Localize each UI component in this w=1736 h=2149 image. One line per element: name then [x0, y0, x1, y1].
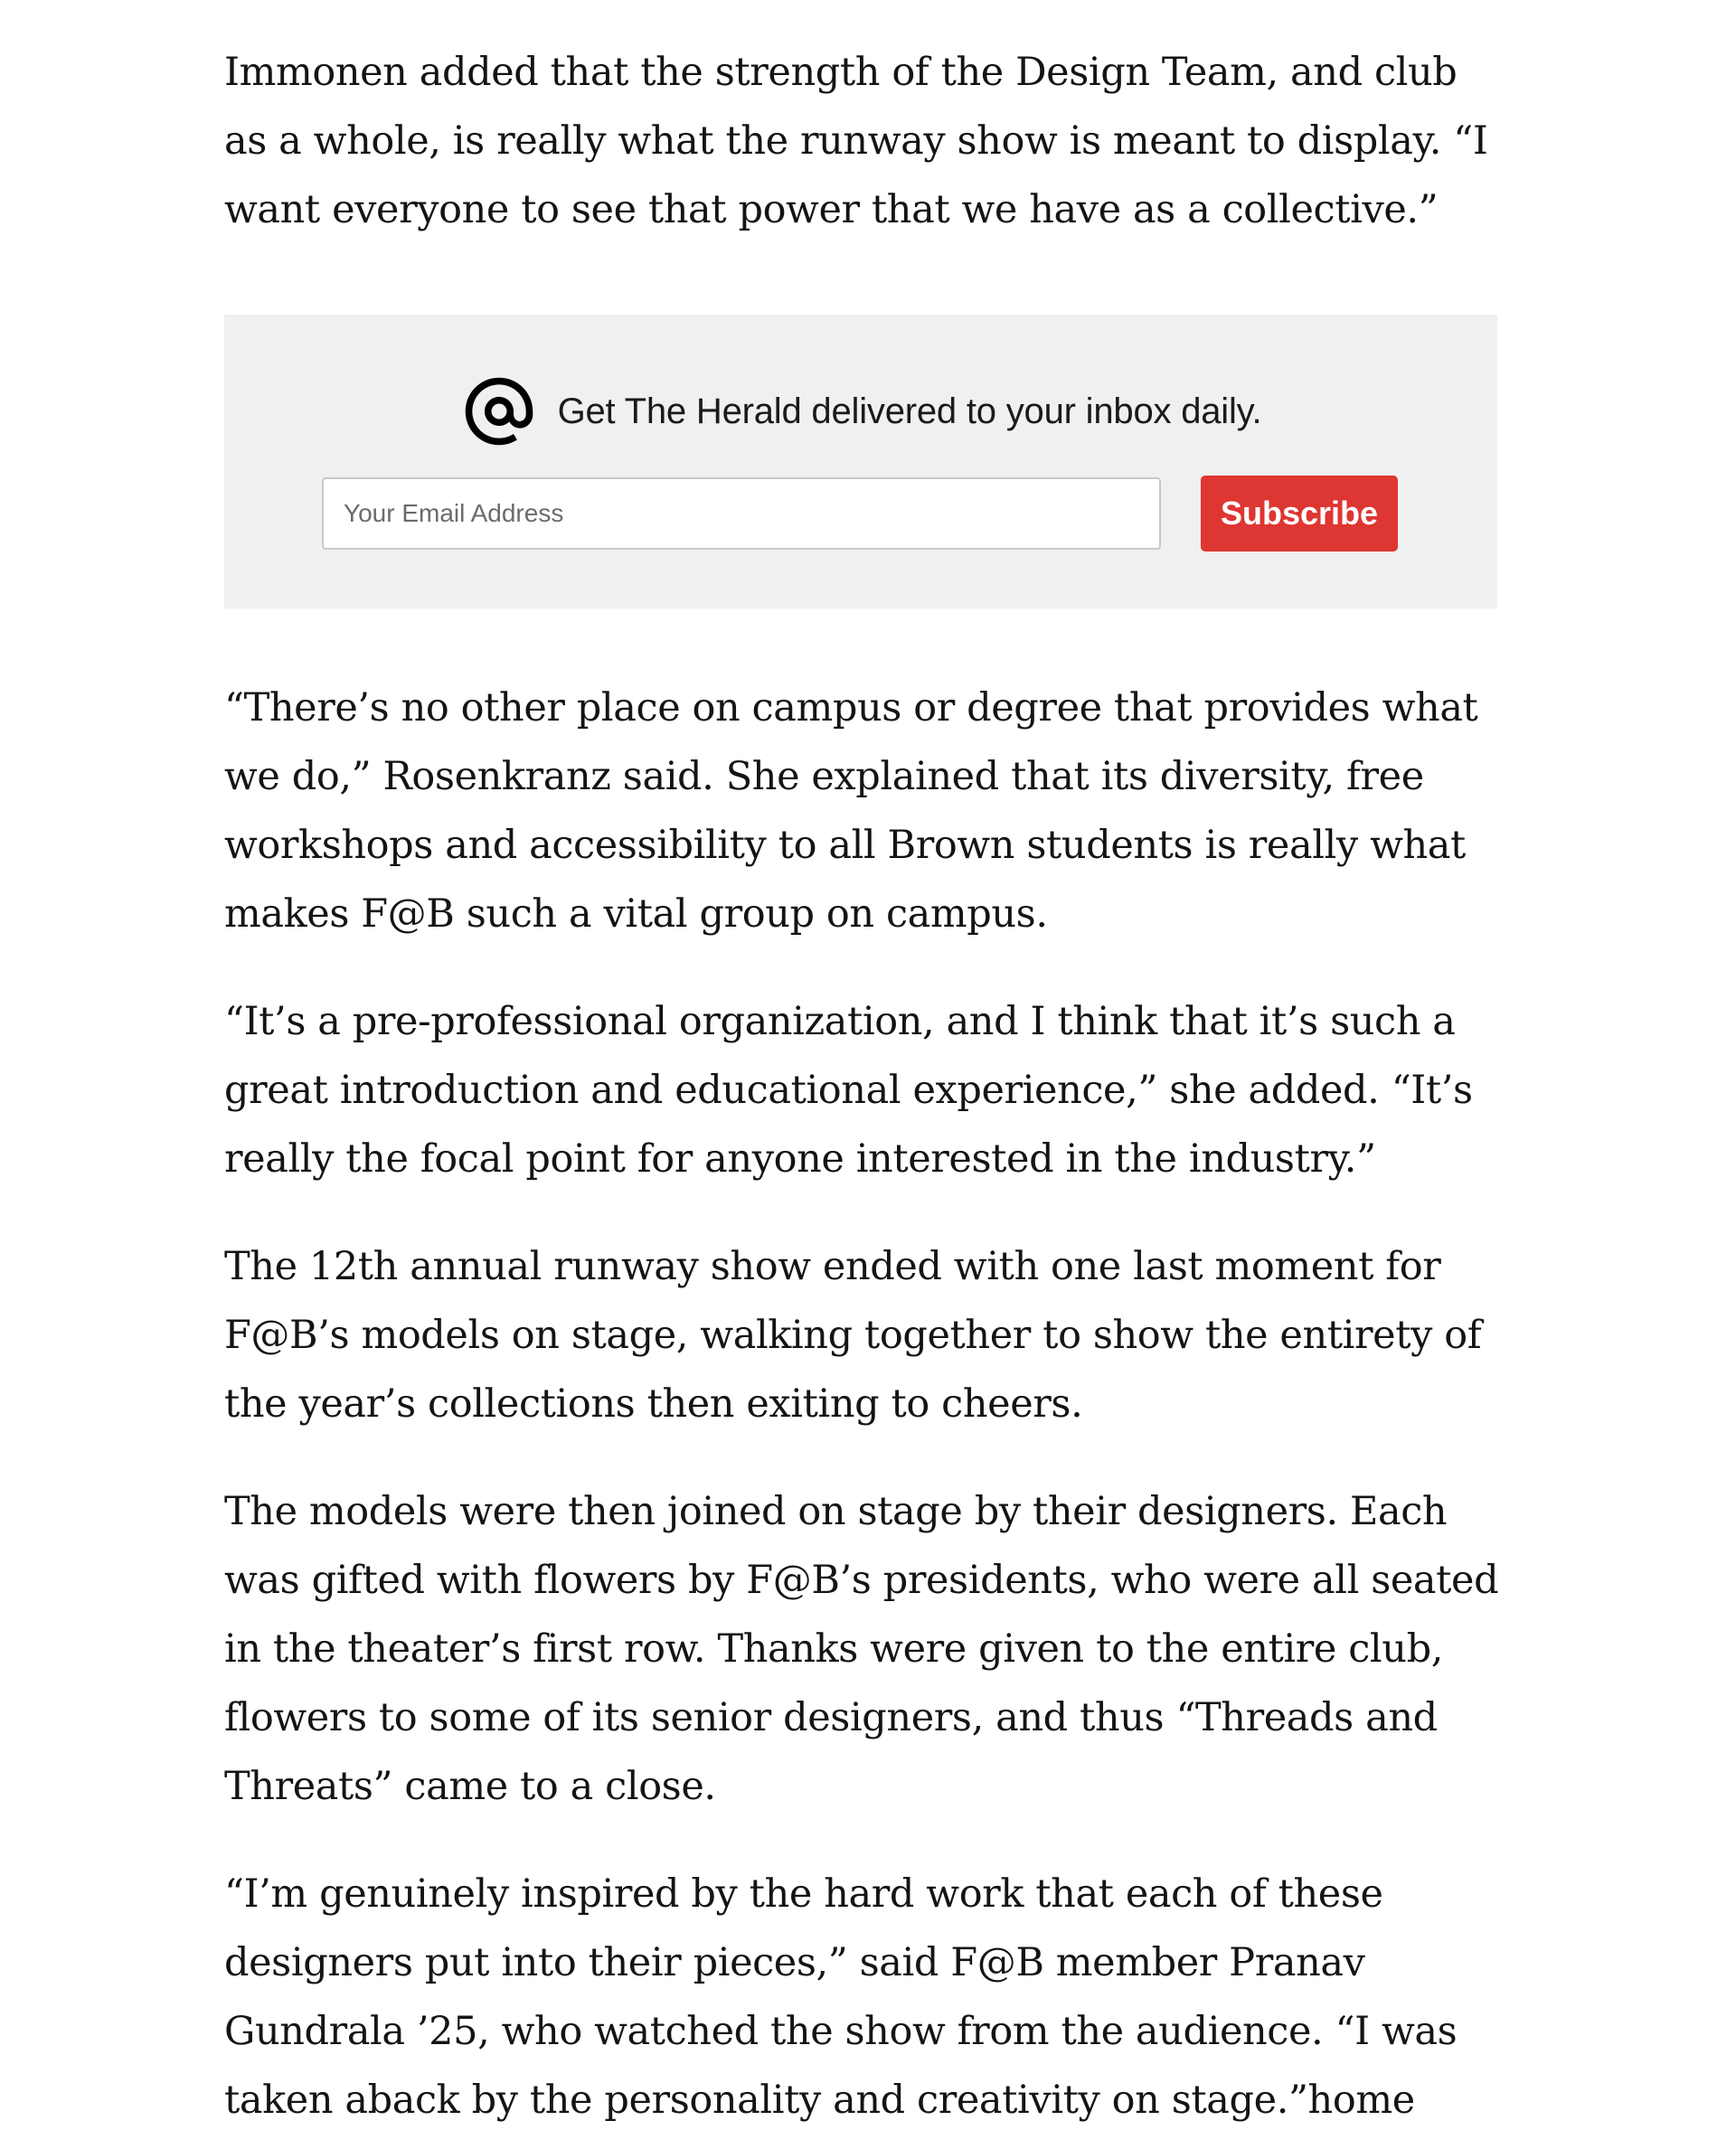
- article-paragraph: The 12th annual runway show ended with one last moment for F@B’s models on stage, walking together to show the entirety of the year’s collections then exiting to cheers.: [224, 1244, 1482, 1427]
- article-paragraph: Immonen added that the strength of the Design Team, and club as a whole, is really what the runway show is meant to display. “I want everyone to see that power that we have as a collective.”: [224, 50, 1488, 232]
- article-paragraph: “It’s a pre-professional organization, and I think that it’s such a great introduction and educational experience,” she added. “It’s really the focal point for anyone interested in the industry.”: [224, 999, 1473, 1182]
- article-paragraph: “There’s no other place on campus or degree that provides what we do,” Rosenkranz said. She explained that its diversity, free workshops and accessibility to all Brown students is really what makes F@B such a vital group on campus.: [224, 685, 1478, 937]
- newsletter-signup: [224, 315, 1497, 608]
- newsletter-header: [224, 372, 1497, 450]
- subscribe-button[interactable]: Subscribe: [1201, 476, 1398, 551]
- newsletter-heading: Get The Herald delivered to your inbox daily.: [557, 391, 1262, 431]
- email-input[interactable]: [322, 477, 1161, 550]
- article-paragraph: The models were then joined on stage by their designers. Each was gifted with flowers by F@B’s presidents, who were all seated in the theater’s first row. Thanks were given to the entire club, flowers to some of its senior designers, and thus “Threads and Threats” came to a close.: [224, 1489, 1499, 1809]
- article-body: [224, 0, 1499, 2135]
- at-sign-icon: [460, 372, 538, 450]
- article-paragraph: “I’m genuinely inspired by the hard work that each of these designers put into their pieces,” said F@B member Pranav Gundrala ’25, who watched the show from the audience. “I was taken aback by the personality and creativity on stage.”home: [224, 1871, 1458, 2123]
- newsletter-form: [322, 476, 1398, 551]
